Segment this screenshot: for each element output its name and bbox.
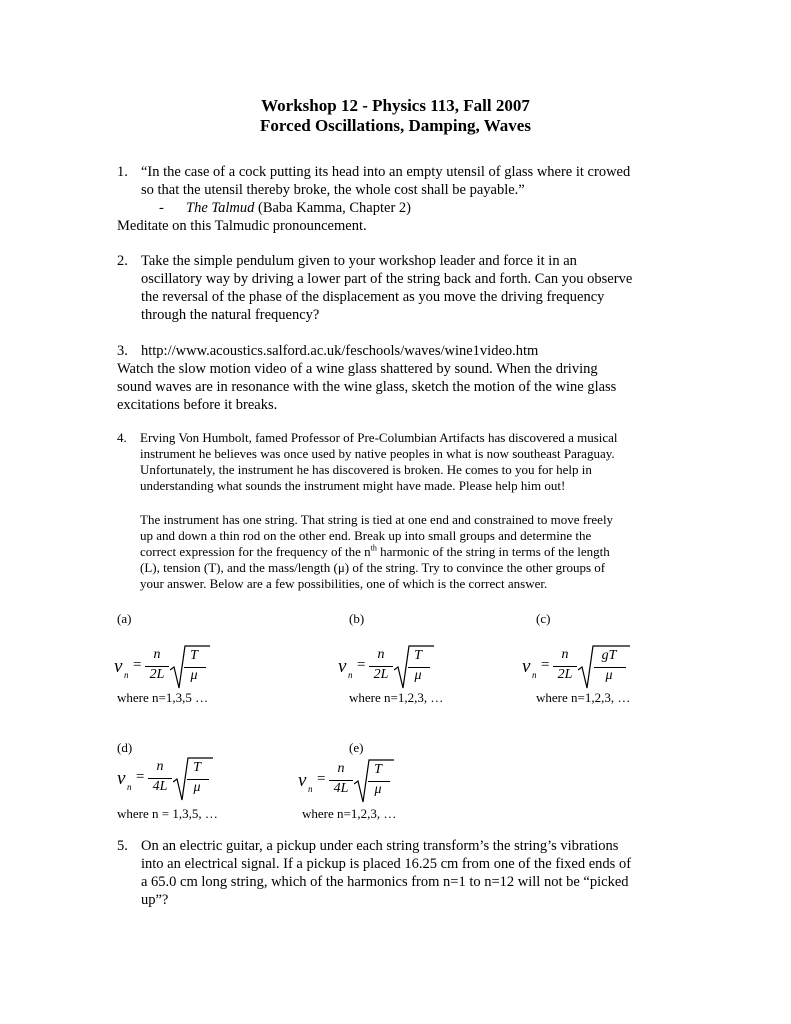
question-line: understanding what sounds the instrument might have made. Please help him out! (140, 478, 566, 493)
question-line: up and down a thin rod on the other end. Break up into small groups and determine the (140, 528, 592, 543)
question-line: (L), tension (T), and the mass/length (μ) of the string. Try to convince the other groups of (140, 560, 606, 575)
question-number: 5. (117, 838, 128, 854)
question-number: 1. (117, 164, 128, 180)
quote-line: so that the utensil thereby broke, the whole cost shall be payable.” (141, 182, 525, 198)
question-number: 3. (117, 343, 128, 359)
question-line: On an electric guitar, a pickup under each string transform’s the string’s vibrations (141, 838, 619, 854)
question-number: 2. (117, 253, 128, 269)
question-line: excitations before it breaks. (117, 397, 278, 413)
question-line: through the natural frequency? (141, 307, 320, 323)
instruction-text: Meditate on this Talmudic pronouncement. (117, 218, 367, 234)
question-line: sound waves are in resonance with the wine glass, sketch the motion of the wine glass (117, 379, 617, 395)
page-title: Workshop 12 - Physics 113, Fall 2007 (261, 96, 530, 115)
source-reference: (Baba Kamma, Chapter 2) (257, 200, 411, 216)
option-label-a: (a) (117, 611, 132, 626)
question-line: correct expression for the frequency of the $n^{th}$ harmonic of the string in terms of the length (140, 543, 610, 559)
question-number: 4. (117, 430, 127, 445)
where-clause-a: where n=1,3,5 … (117, 690, 209, 705)
video-link[interactable]: http://www.acoustics.salford.ac.uk/feschools/waves/wine1video.htm (141, 343, 539, 359)
where-clause-e: where n=1,2,3, … (302, 806, 397, 821)
question-line: the reversal of the phase of the displacement as you move the driving frequency (141, 289, 605, 305)
source-title: The Talmud (186, 200, 255, 216)
question-line: into an electrical signal. If a pickup is placed 16.25 cm from one of the fixed ends of (141, 856, 632, 872)
option-label-c: (c) (536, 611, 551, 626)
option-label-e: (e) (349, 740, 364, 755)
option-label-d: (d) (117, 740, 133, 755)
quote-source (186, 200, 411, 218)
dash: - (159, 200, 164, 216)
question-line: up”? (141, 892, 169, 908)
question-line: Watch the slow motion video of a wine glass shattered by sound. When the driving (117, 361, 598, 377)
question-line: a 65.0 cm long string, which of the harmonics from n=1 to n=12 will not be “picked (141, 874, 629, 890)
question-line: instrument he believes was once used by native peoples in what is now southeast Paraguay. (140, 446, 615, 461)
question-line: oscillatory way by driving a lower part of the string back and forth. Can you observe (141, 271, 633, 287)
option-label-b: (b) (349, 611, 365, 626)
question-line: Erving Von Humbolt, famed Professor of Pre-Columbian Artifacts has discovered a musical (140, 430, 618, 445)
quote-line: “In the case of a cock putting its head into an empty utensil of glass where it crowed (141, 164, 631, 180)
question-line: Unfortunately, the instrument he has discovered is broken. He comes to you for help in (140, 462, 592, 477)
where-clause-c: where n=1,2,3, … (536, 690, 631, 705)
where-clause-d: where n = 1,3,5, … (117, 806, 218, 821)
question-line: The instrument has one string. That string is tied at one end and constrained to move freely (140, 512, 614, 527)
page-subtitle: Forced Oscillations, Damping, Waves (260, 116, 531, 135)
question-line: Take the simple pendulum given to your workshop leader and force it in an (141, 253, 577, 269)
question-line: your answer. Below are a few possibilities, one of which is the correct answer. (140, 576, 548, 591)
where-clause-b: where n=1,2,3, … (349, 690, 444, 705)
